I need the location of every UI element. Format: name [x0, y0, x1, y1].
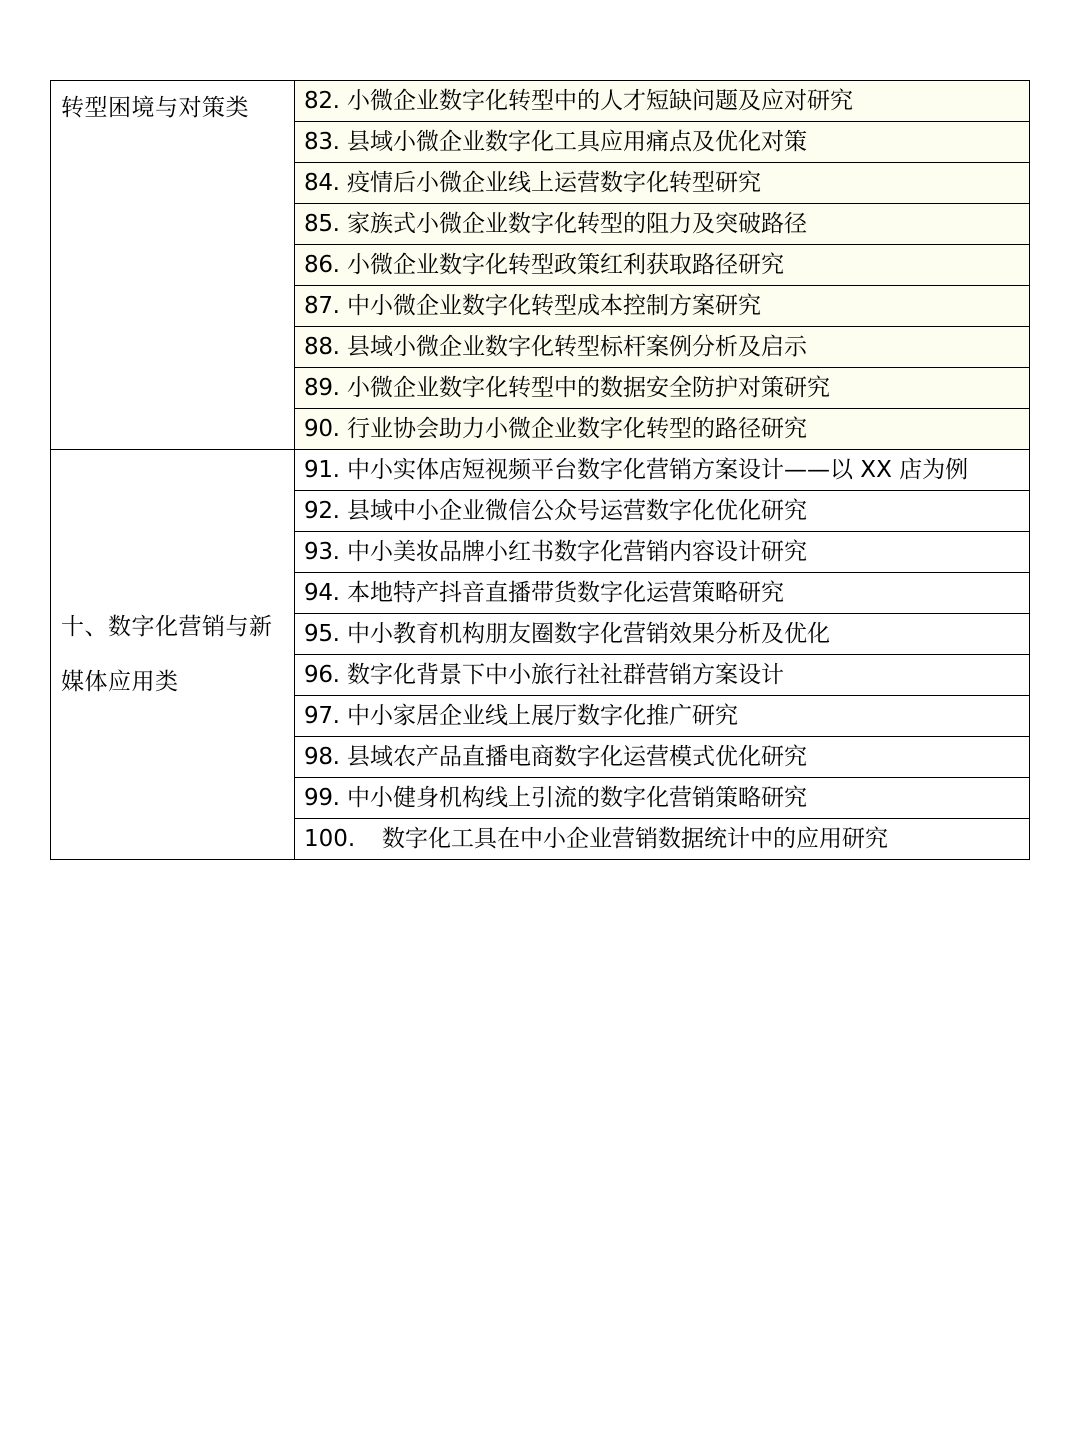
topic-number: 90. [304, 416, 340, 442]
topic-item [295, 819, 1030, 860]
topic-title: 行业协会助力小微企业数字化转型的路径研究 [347, 416, 807, 442]
topic-number: 92. [304, 498, 340, 524]
topic-number: 99. [304, 785, 340, 811]
topic-number: 84. [304, 170, 340, 196]
topic-title: 中小实体店短视频平台数字化营销方案设计——以 XX 店为例 [347, 457, 969, 483]
topic-item [295, 286, 1030, 327]
topic-title: 中小教育机构朋友圈数字化营销效果分析及优化 [347, 621, 830, 647]
topic-title: 中小健身机构线上引流的数字化营销策略研究 [347, 785, 807, 811]
topic-item [295, 737, 1030, 778]
topic-title: 小微企业数字化转型政策红利获取路径研究 [347, 252, 784, 278]
table-row [51, 450, 1030, 491]
topic-number: 86. [304, 252, 340, 278]
topic-item [295, 81, 1030, 122]
topic-title: 中小微企业数字化转型成本控制方案研究 [347, 293, 761, 319]
topic-number: 89. [304, 375, 340, 401]
topic-table [50, 80, 1030, 860]
topic-title: 本地特产抖音直播带货数字化运营策略研究 [347, 580, 784, 606]
topic-title: 中小家居企业线上展厅数字化推广研究 [347, 703, 738, 729]
topic-number: 94. [304, 580, 340, 606]
topic-item [295, 778, 1030, 819]
category-cell [51, 450, 295, 860]
topic-item [295, 409, 1030, 450]
topic-number: 91. [304, 457, 340, 483]
topic-item [295, 614, 1030, 655]
topic-item [295, 696, 1030, 737]
topic-number: 97. [304, 703, 340, 729]
topic-number: 96. [304, 662, 340, 688]
topic-item [295, 655, 1030, 696]
topic-title: 家族式小微企业数字化转型的阻力及突破路径 [347, 211, 807, 237]
topic-title: 数字化工具在中小企业营销数据统计中的应用研究 [382, 826, 888, 852]
category-label: 转型困境与对策类 [61, 95, 249, 121]
category-label-line2: 媒体应用类 [61, 668, 179, 695]
topic-title: 县域农产品直播电商数字化运营模式优化研究 [347, 744, 807, 770]
topic-number: 98. [304, 744, 340, 770]
topic-item [295, 532, 1030, 573]
topic-number: 88. [304, 334, 340, 360]
topic-title: 疫情后小微企业线上运营数字化转型研究 [347, 170, 761, 196]
topic-item [295, 327, 1030, 368]
topic-item [295, 245, 1030, 286]
table-row [51, 81, 1030, 122]
category-label-line1: 十、数字化营销与新 [61, 613, 273, 640]
topic-title: 小微企业数字化转型中的数据安全防护对策研究 [347, 375, 830, 401]
topic-title: 县域中小企业微信公众号运营数字化优化研究 [347, 498, 807, 524]
topic-number: 83. [304, 129, 340, 155]
topic-title: 县域小微企业数字化工具应用痛点及优化对策 [347, 129, 807, 155]
topic-number: 95. [304, 621, 340, 647]
topic-title: 小微企业数字化转型中的人才短缺问题及应对研究 [347, 88, 853, 114]
topic-item [295, 573, 1030, 614]
topic-title: 县域小微企业数字化转型标杆案例分析及启示 [347, 334, 807, 360]
topic-item [295, 204, 1030, 245]
topic-item [295, 491, 1030, 532]
topic-number: 100. [304, 826, 356, 852]
topic-number: 93. [304, 539, 340, 565]
topic-item [295, 450, 1030, 491]
category-cell [51, 81, 295, 450]
topic-item [295, 122, 1030, 163]
topic-number: 82. [304, 88, 340, 114]
topic-title: 中小美妆品牌小红书数字化营销内容设计研究 [347, 539, 807, 565]
topic-number: 85. [304, 211, 340, 237]
topic-title: 数字化背景下中小旅行社社群营销方案设计 [347, 662, 784, 688]
topic-item [295, 163, 1030, 204]
topic-number: 87. [304, 293, 340, 319]
topic-item [295, 368, 1030, 409]
